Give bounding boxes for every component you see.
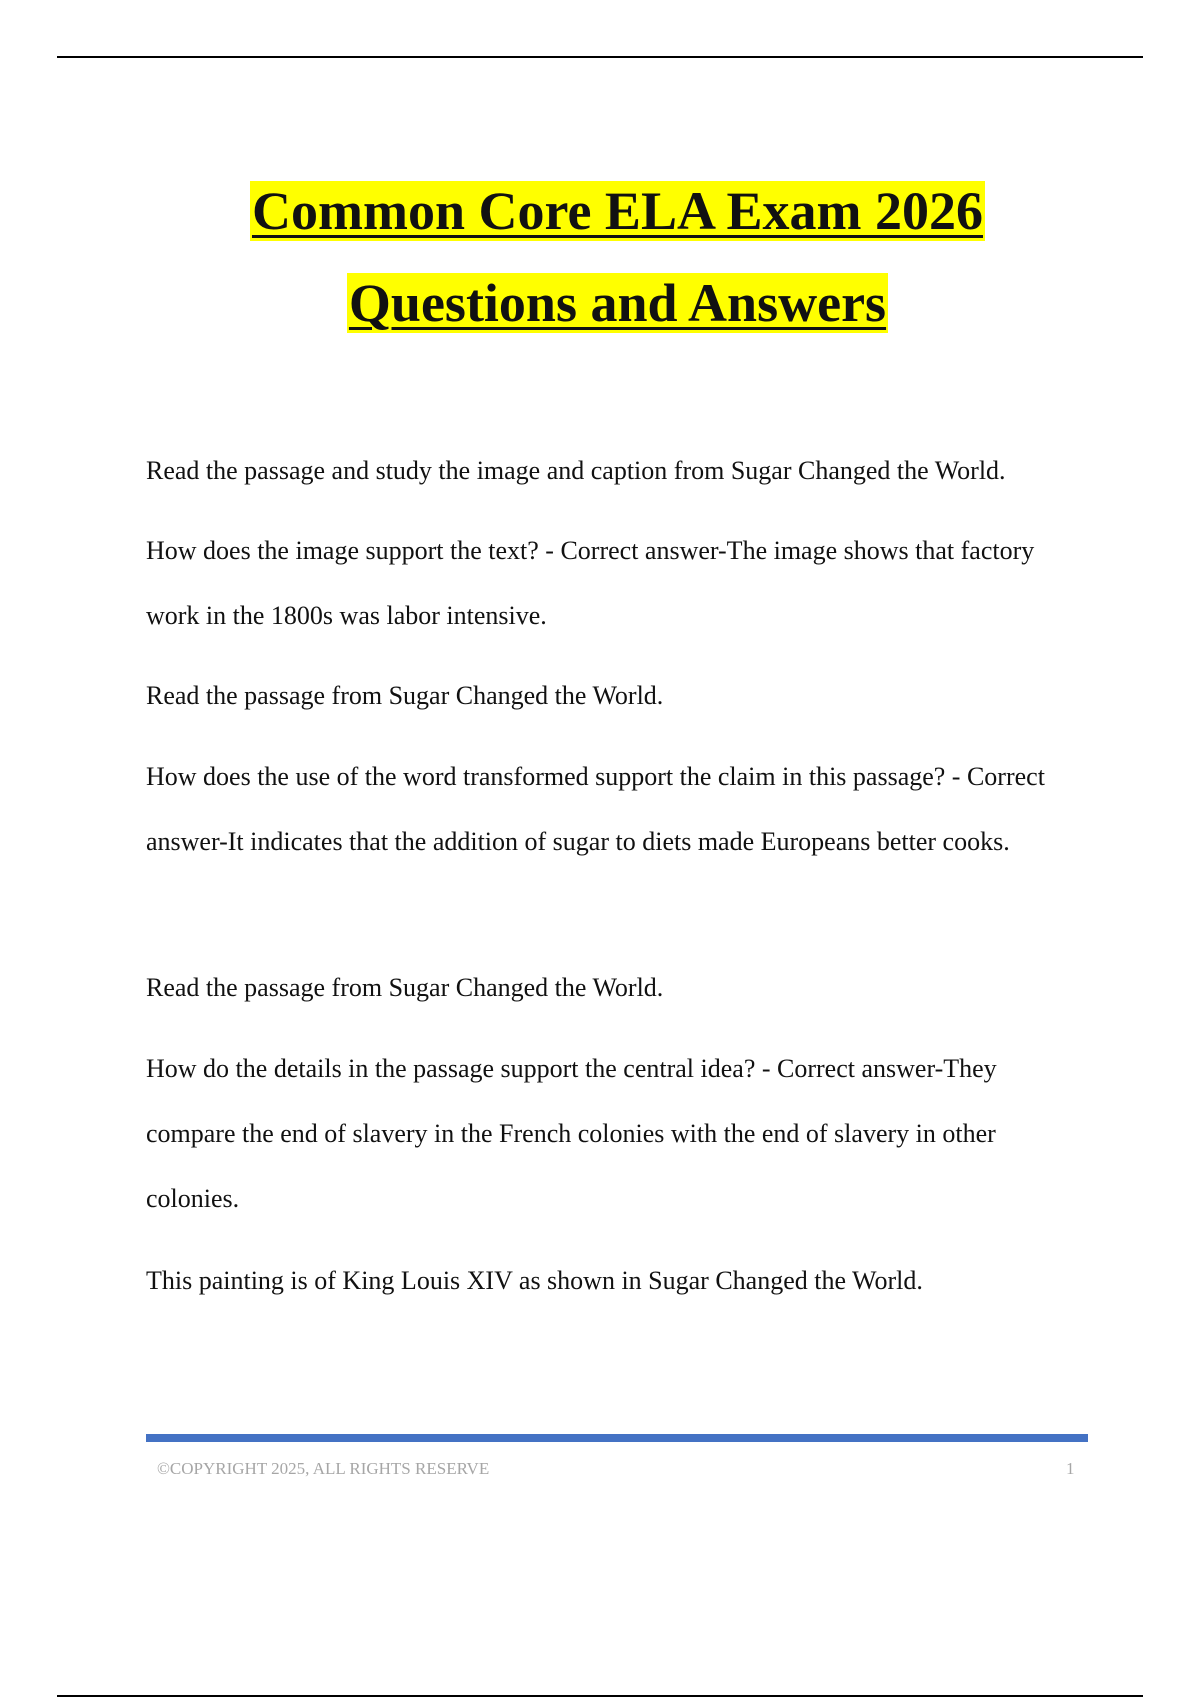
paragraph-7: This painting is of King Louis XIV as shown in Sugar Changed the World. — [146, 1266, 923, 1295]
page-number: 1 — [1066, 1459, 1075, 1478]
paragraph-4: How does the use of the word transformed support the claim in this passage? - Correct answer-It indicates that the addition of sugar to diets made Europeans better cooks. — [146, 762, 1045, 856]
paragraph-5: Read the passage from Sugar Changed the World. — [146, 973, 664, 1002]
footer-bar — [146, 1434, 1088, 1442]
title-line-2: Questions and Answers — [348, 273, 887, 333]
paragraph-6: How do the details in the passage support the central idea? - Correct answer-They compare the end of slavery in the French colonies with the end of slavery in other colonies. — [146, 1054, 997, 1213]
bottom-rule — [57, 1695, 1143, 1697]
paragraph-2: How does the image support the text? - Correct answer-The image shows that factory work in the 1800s was labor intensive. — [146, 536, 1035, 630]
paragraph-3: Read the passage from Sugar Changed the World. — [146, 681, 664, 710]
document-title — [0, 178, 1200, 244]
title-line-1: Common Core ELA Exam 2026 — [251, 181, 983, 241]
footer-copyright: ©COPYRIGHT 2025, ALL RIGHTS RESERVE — [157, 1459, 490, 1478]
paragraph-1: Read the passage and study the image and caption from Sugar Changed the World. — [146, 456, 1006, 485]
document-subtitle — [0, 270, 1200, 336]
top-rule — [57, 56, 1143, 58]
